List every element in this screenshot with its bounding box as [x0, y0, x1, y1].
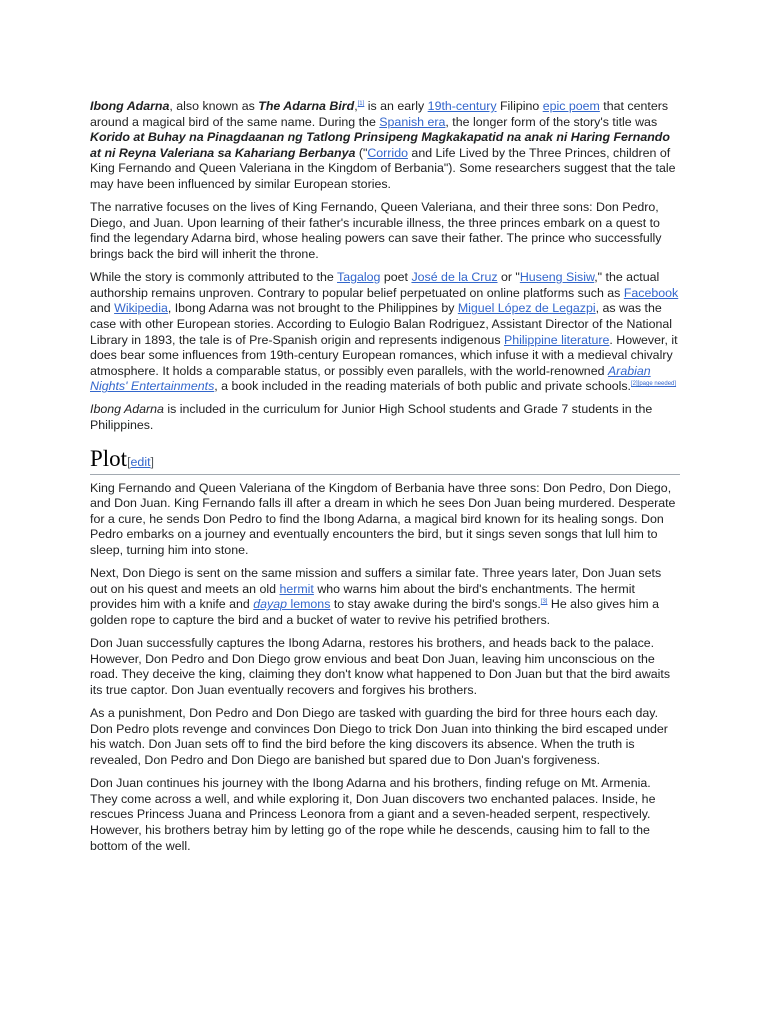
intro-paragraph-1 [90, 99, 680, 193]
intro-paragraph-2: The narrative focuses on the lives of King Fernando, Queen Valeriana, and their three sons: Don Pedro, Diego, and Juan. Upon learning of their father's incurable illness, the three princes embark on a quest to find the legendary Adarna bird, whose healing powers can save their father. The prince who successfully brings back the bird will inherit the throne. [90, 200, 662, 261]
text: (" [355, 145, 368, 160]
plot-paragraph-4: As a punishment, Don Pedro and Don Diego are tasked with guarding the bird for three hours each day. Don Pedro plots revenge and convinces Don Diego to trick Don Juan into thinking the bird escaped under his watch. Don Juan sets off to find the bird before the king discovers its absence. When the truth is revealed, Don Pedro and Don Diego are banished but spared due to Don Juan's forgiveness. [90, 706, 668, 767]
text: or " [497, 270, 520, 285]
text: that centers around a magical bird of the same name. During the [90, 99, 669, 129]
link-hermit[interactable]: hermit [279, 581, 314, 596]
plot-paragraph-5: Don Juan continues his journey with the Ibong Adarna and his brothers, finding refuge on Mt. Armenia. They come across a well, and while exploring it, Don Juan discovers two enchanted palaces. Inside, he rescues Princess Juana and Princess Leonora from a giant and a seven-headed serpent, respectively. However, his brothers betray him by letting go of the rope while he descends, causing him to fall to the bottom of the well. [90, 776, 656, 853]
intro-paragraph-3 [90, 270, 680, 395]
text: is included in the curriculum for Junior High School students and Grade 7 students in the Philippines. [90, 402, 653, 433]
text: , as was the case with other European stories. According to Eulogio Balan Rodriguez, Assistant Director of the National Library in 1893, the tale is of Pre-Spanish origin and represents indigenous [90, 301, 672, 347]
link-huseng-sisiw[interactable]: Huseng Sisiw [519, 270, 595, 285]
text: is an early [364, 99, 428, 113]
intro-paragraph-4 [90, 402, 680, 433]
link-jose-de-la-cruz[interactable]: José de la Cruz [411, 270, 498, 285]
text: , the longer form of the story's title was [445, 114, 658, 129]
link-arabian-nights[interactable]: Arabian Nights' Entertainments [90, 363, 651, 394]
link-lemons[interactable]: lemons [290, 597, 331, 612]
title-italic: Ibong Adarna [90, 402, 164, 417]
citation-link-1[interactable]: [1] [357, 101, 365, 107]
text: , [354, 99, 358, 113]
plot-heading [90, 446, 680, 475]
text: Filipino [496, 99, 543, 113]
plot-paragraph-2 [90, 566, 680, 628]
text: , a book included in the reading materials of both public and private schools. [214, 379, 631, 394]
text: , Ibong Adarna was not brought to the Philippines by [167, 301, 458, 316]
edit-section [127, 455, 154, 471]
link-miguel-lopez-de-legazpi[interactable]: Miguel López de Legazpi [457, 301, 596, 316]
text: Next, Don Diego is sent on the same mission and suffers a similar fate. Three years later, Don Juan sets out on his quest and meets an old [90, 566, 662, 596]
edit-bracket-open: [ [127, 454, 131, 469]
article-title-term: Ibong Adarna [90, 99, 170, 113]
link-corrido[interactable]: Corrido [367, 145, 408, 160]
text: to stay awake during the bird's songs. [330, 597, 541, 612]
link-philippine-literature[interactable]: Philippine literature [503, 332, 610, 347]
text: . However, it does bear some influences from 19th-century European romances, which infuse it with a medieval chivalry atmosphere. It holds a comparable status, or possibly even parallels, with the world-renowned [90, 332, 678, 378]
citation-link-3[interactable]: [3] [540, 599, 548, 606]
text: who warns him about the bird's enchantments. The hermit provides him with a knife and [90, 581, 635, 612]
edit-section-link[interactable]: edit [130, 454, 151, 469]
text: While the story is commonly attributed to the [90, 270, 338, 285]
text: and [90, 301, 115, 316]
text: and Life Lived by the Three Princes, children of King Fernando and Queen Valeriana in the Kingdom of Berbania"). Some researchers suggest that the tale may have been influenced by similar European stories. [90, 145, 676, 191]
long-title: Korido at Buhay na Pinagdaanan ng Tatlong Prinsipeng Magkakapatid na anak ni Haring Fernando at ni Reyna Valeriana sa Kahariang Berbanya [90, 130, 670, 160]
edit-bracket-close: ] [150, 454, 154, 469]
link-dayap[interactable]: dayap [253, 597, 287, 612]
plot-paragraph-1: King Fernando and Queen Valeriana of the Kingdom of Berbania have three sons: Don Pedro, Don Diego, and Don Juan. King Fernando falls ill after a dream in which he sees Don Juan being murdered. Desperate for a cure, he sends Don Pedro to find the Ibong Adarna, a magical bird known for its healing songs. Don Pedro embarks on a journey and eventually encounters the bird, but it sings seven songs that lull him to sleep, turning him into stone. [90, 480, 676, 558]
link-19th-century[interactable]: 19th-century [427, 99, 497, 113]
alternate-title: The Adarna Bird [258, 99, 355, 113]
text: He also gives him a golden rope to capture the bird and a bucket of water to revive his petrified brothers. [90, 597, 660, 627]
article-body [90, 99, 680, 862]
link-epic-poem[interactable]: epic poem [542, 99, 600, 113]
plot-paragraph-3: Don Juan successfully captures the Ibong Adarna, restores his brothers, and heads back to the palace. However, Don Pedro and Don Diego grow envious and beat Don Juan, leaving him unconscious on the road. They deceive the king, claiming they don't know what happened to Don Juan but that the bird awaits its true captor. Don Juan eventually recovers and forgives his brothers. [90, 636, 671, 697]
link-tagalog[interactable]: Tagalog [337, 270, 381, 285]
text: poet [380, 270, 412, 285]
link-spanish-era[interactable]: Spanish era [379, 114, 446, 129]
link-facebook[interactable]: Facebook [623, 285, 679, 300]
section-title: Plot [90, 445, 128, 471]
text: , also known as [169, 99, 259, 113]
citation-link-2[interactable]: [2][page needed] [631, 381, 677, 388]
link-wikipedia[interactable]: Wikipedia [114, 301, 168, 316]
text: ," the actual authorship remains unproven. Contrary to popular belief perpetuated on online platforms such as [90, 270, 660, 300]
